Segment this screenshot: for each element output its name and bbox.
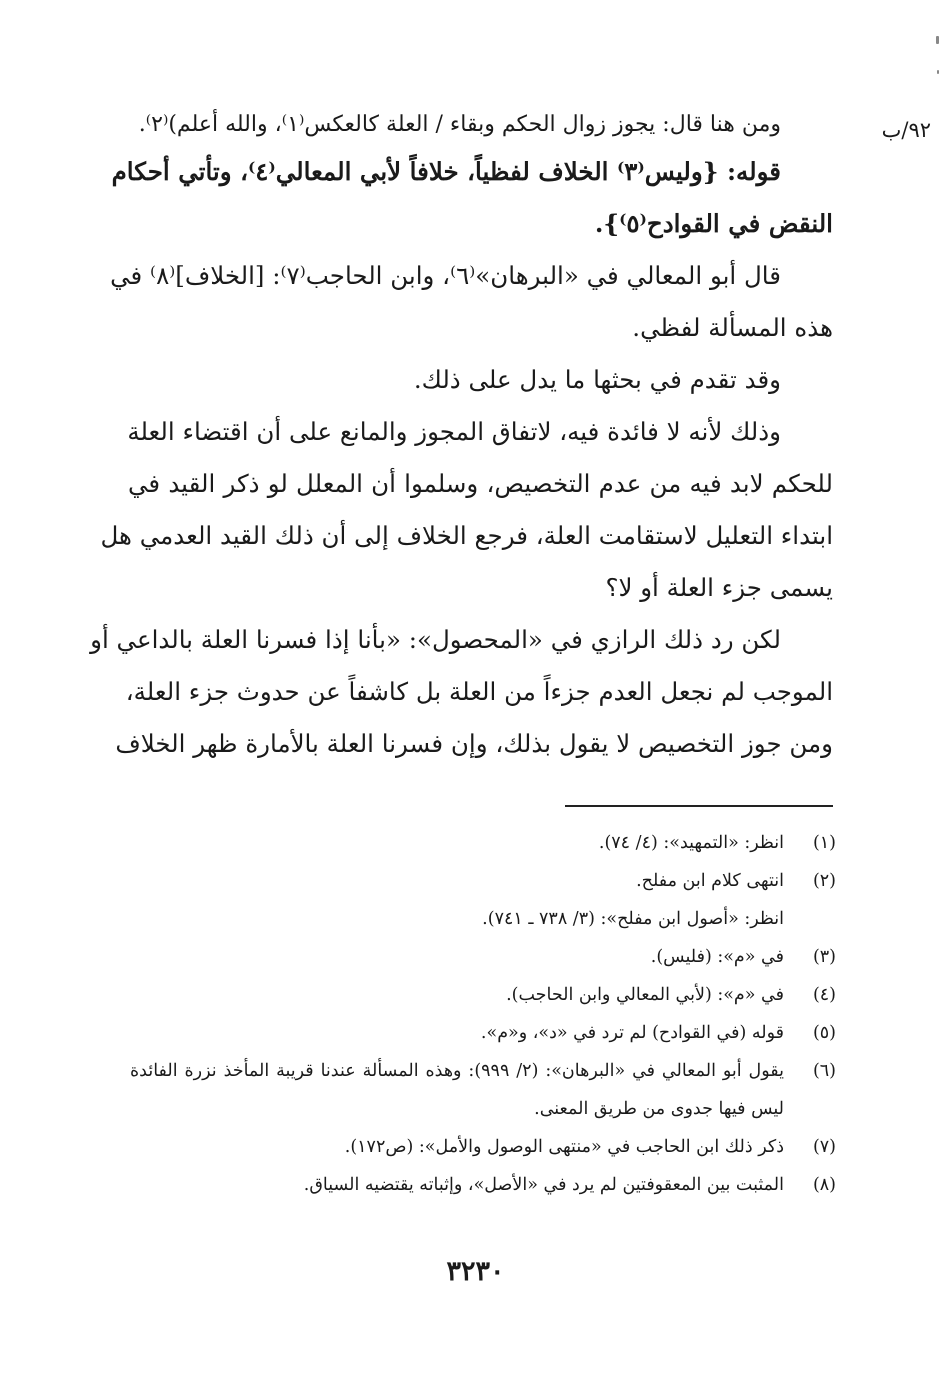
footnote-text: انظر: «التمهيد»: (٤/ ٧٤).	[598, 833, 784, 853]
footnote-number: (٣)	[812, 947, 836, 967]
footnote-continuation: ليس فيها جدوى من طريق المعنى.	[534, 1099, 784, 1119]
footnote	[130, 938, 836, 976]
footnote-number: (٥)	[812, 1023, 836, 1043]
footnote	[130, 1166, 836, 1204]
text-line: هذه المسألة لفظي.	[632, 313, 833, 342]
footnote-number: (٤)	[812, 985, 836, 1005]
footnote-number: (٨)	[812, 1175, 836, 1195]
text-line: ومن هنا قال: يجوز زوال الحكم وبقاء / العلة كالعكس⁽١⁾، والله أعلم)⁽٢⁾.	[138, 112, 781, 137]
footnote-number: (٧)	[812, 1137, 836, 1157]
footnote-number: (١)	[812, 833, 836, 853]
footnote-number: (٢)	[812, 871, 836, 891]
manuscript-folio-reference: ٩٢/ب	[881, 118, 931, 142]
text-line: لكن رد ذلك الرازي في «المحصول»: «بأنا إذا فسرنا العلة بالداعي أو	[90, 625, 781, 654]
footnote-text: في «م»: (فليس).	[650, 947, 784, 967]
text-line: يسمى جزء العلة أو لا؟	[605, 573, 833, 602]
footnote-text: انتهى كلام ابن مفلح.	[636, 871, 784, 891]
text-line: وقد تقدم في بحثها ما يدل على ذلك.	[413, 365, 781, 394]
scan-mark	[936, 36, 939, 44]
scan-mark	[937, 70, 939, 74]
footnote	[130, 862, 836, 900]
main-text	[90, 104, 833, 770]
text-line: ابتداء التعليل لاستقامت العلة، فرجع الخلاف إلى أن ذلك القيد العدمي هل	[100, 521, 833, 550]
footnote-text: قوله (في القوادح) لم ترد في «د»، و«م».	[480, 1023, 784, 1043]
footnote	[130, 1128, 836, 1166]
text-line: وذلك لأنه لا فائدة فيه، لاتفاق المجوز والمانع على أن اقتضاء العلة	[127, 417, 781, 446]
footnote-text: في «م»: (لأبي المعالي وابن الحاجب).	[506, 985, 784, 1005]
footnote-continuation: انظر: «أصول ابن مفلح»: (٣/ ٧٣٨ ـ ٧٤١).	[482, 909, 784, 929]
page-number: ٣٢٣٠	[446, 1256, 505, 1287]
footnotes	[130, 824, 836, 1204]
footnote-text: يقول أبو المعالي في «البرهان»: (٢/ ٩٩٩): وهذه المسألة عندنا قريبة المأخذ نزرة الفائدة	[130, 1061, 785, 1081]
text-line: قوله: {وليس⁽٣⁾ الخلاف لفظياً، خلافاً لأبي المعالي⁽٤⁾، وتأتي أحكام	[111, 157, 781, 186]
footnote	[130, 824, 836, 862]
footnote-separator	[565, 805, 833, 807]
text-line: ومن جوز التخصيص لا يقول بذلك، وإن فسرنا العلة بالأمارة ظهر الخلاف	[115, 729, 833, 758]
text-line: قال أبو المعالي في «البرهان»⁽٦⁾، وابن الحاجب⁽٧⁾: [الخلاف]⁽٨⁾ في	[110, 261, 781, 290]
footnote-number: (٦)	[812, 1061, 836, 1081]
text-line: للحكم لابد فيه من عدم التخصيص، وسلموا أن المعلل لو ذكر القيد في	[128, 469, 833, 498]
footnote-text: ذكر ذلك ابن الحاجب في «منتهى الوصول والأمل»: (ص١٧٢).	[344, 1137, 784, 1157]
footnote	[130, 1052, 836, 1090]
footnote-text: المثبت بين المعقوفتين لم يرد في «الأصل»، وإثباته يقتضيه السياق.	[303, 1175, 784, 1195]
text-line: النقض في القوادح⁽٥⁾}.	[594, 209, 833, 238]
footnote	[130, 976, 836, 1014]
footnote	[130, 1014, 836, 1052]
text-line: الموجب لم نجعل العدم جزءاً من العلة بل كاشفاً عن حدوث جزء العلة،	[125, 677, 833, 706]
